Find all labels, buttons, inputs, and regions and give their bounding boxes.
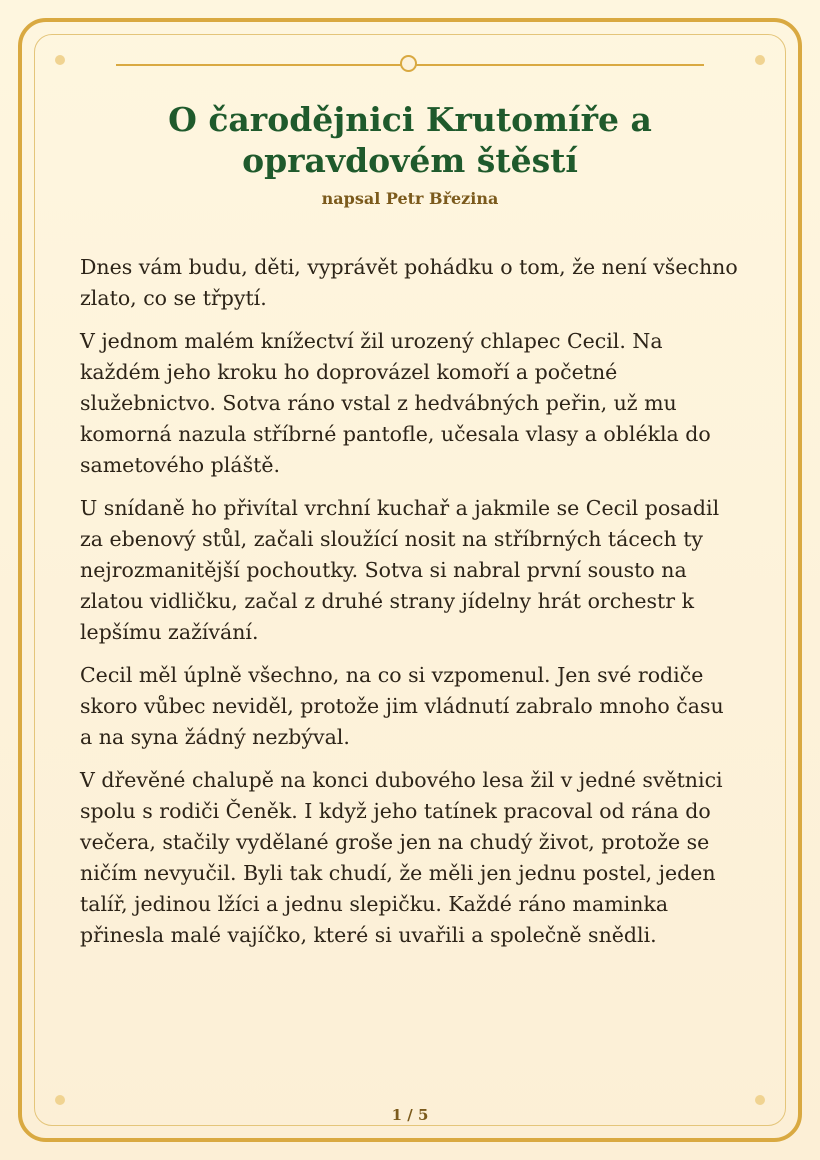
page-number: 1 / 5 bbox=[391, 1106, 429, 1124]
top-ring-ornament bbox=[400, 55, 417, 72]
story-title: O čarodějnici Krutomíře a opravdovém štěstí bbox=[168, 100, 652, 180]
corner-ornament-bottom-right bbox=[755, 1095, 765, 1105]
story-paragraph: V dřevěné chalupě na konci dubového lesa žil v jedné světnici spolu s rodiči Čeněk. I když jeho tatínek pracoval od rána do večera, stačily vydělané groše jen na chudý život, protože se ničím nevyučil. Byli tak chudí, že měli jen jednu postel, jeden talíř, jedinou lžíci a jednu slepičku. Každé ráno maminka přinesla malé vajíčko, které si uvařili a společně snědli. bbox=[80, 768, 723, 947]
story-paragraph: U snídaně ho přivítal vrchní kuchař a jakmile se Cecil posadil za ebenový stůl, začali sloužící nosit na stříbrných tácech ty nejrozmanitější pochoutky. Sotva si nabral první sousto na zlatou vidličku, začal z druhé strany jídelny hrát orchestr k lepšímu zažívání. bbox=[80, 496, 720, 644]
corner-ornament-bottom-left bbox=[55, 1095, 65, 1105]
story-paragraph: Cecil měl úplně všechno, na co si vzpomenul. Jen své rodiče skoro vůbec neviděl, protože jim vládnutí zabralo mnoho času a na syna žádný nezbýval. bbox=[80, 663, 724, 749]
story-paragraph: Dnes vám budu, děti, vyprávět pohádku o tom, že není všechno zlato, co se třpytí. bbox=[80, 255, 738, 310]
story-paragraph: V jednom malém knížectví žil urozený chlapec Cecil. Na každém jeho kroku ho doprovázel komoří a početné služebnictvo. Sotva ráno vstal z hedvábných peřin, už mu komorná nazula stříbrné pantofle, učesala vlasy a oblékla do sametového pláště. bbox=[80, 329, 711, 477]
story-author: napsal Petr Březina bbox=[321, 189, 499, 208]
story-text bbox=[80, 252, 740, 963]
corner-ornament-top-right bbox=[755, 55, 765, 65]
corner-ornament-top-left bbox=[55, 55, 65, 65]
